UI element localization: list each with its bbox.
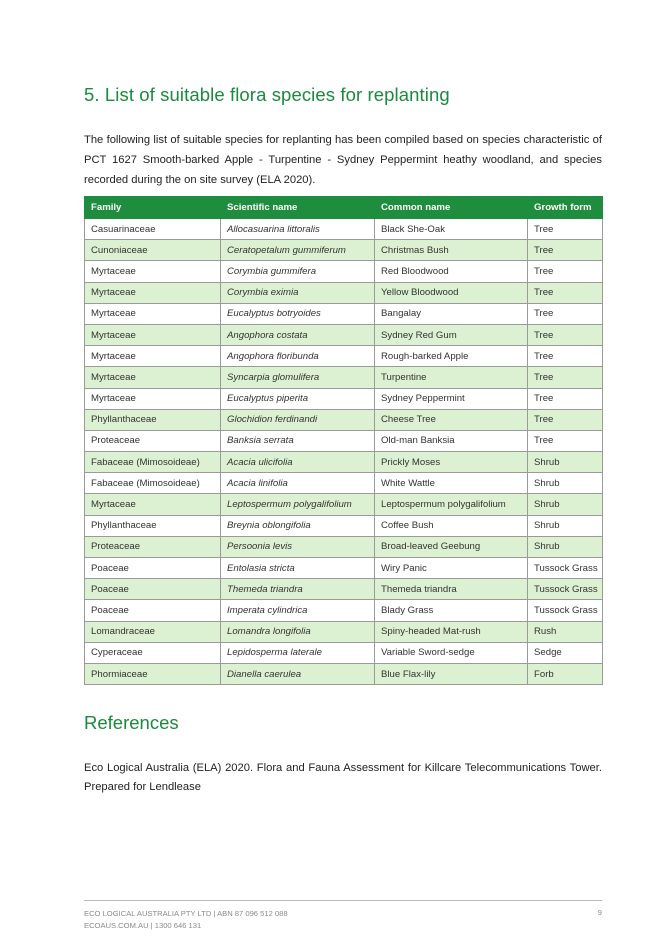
cell-common-name: Sydney Red Gum: [375, 324, 528, 345]
cell-growth-form: Tree: [528, 303, 603, 324]
cell-common-name: Blady Grass: [375, 600, 528, 621]
table-row: [85, 600, 603, 621]
cell-common-name: Blue Flax-lily: [375, 663, 528, 684]
cell-family: Myrtaceae: [85, 367, 221, 388]
cell-scientific-name: Banksia serrata: [221, 430, 375, 451]
table-row: [85, 515, 603, 536]
cell-scientific-name: Angophora costata: [221, 324, 375, 345]
cell-family: Phyllanthaceae: [85, 409, 221, 430]
cell-growth-form: Shrub: [528, 473, 603, 494]
cell-growth-form: Shrub: [528, 494, 603, 515]
cell-scientific-name: Breynia oblongifolia: [221, 515, 375, 536]
cell-family: Myrtaceae: [85, 388, 221, 409]
cell-common-name: Themeda triandra: [375, 579, 528, 600]
cell-common-name: Old-man Banksia: [375, 430, 528, 451]
table-row: [85, 558, 603, 579]
section-intro-paragraph: The following list of suitable species for replanting has been compiled based on species characteristic of PCT 1627 Smooth-barked Apple - Turpentine - Sydney Peppermint heathy woodland, and species recorded during the on site survey (ELA 2020).: [84, 134, 602, 186]
table-row: [85, 536, 603, 557]
references-heading: References: [84, 712, 179, 733]
cell-growth-form: Tree: [528, 282, 603, 303]
cell-family: Fabaceae (Mimosoideae): [85, 473, 221, 494]
table-row: [85, 219, 603, 240]
cell-scientific-name: Imperata cylindrica: [221, 600, 375, 621]
cell-family: Phormiaceae: [85, 663, 221, 684]
cell-growth-form: Rush: [528, 621, 603, 642]
header-scientific-name: Scientific name: [221, 197, 375, 219]
cell-common-name: Yellow Bloodwood: [375, 282, 528, 303]
flora-species-table: [84, 196, 603, 685]
cell-common-name: Variable Sword-sedge: [375, 642, 528, 663]
cell-family: Myrtaceae: [85, 494, 221, 515]
cell-family: Poaceae: [85, 579, 221, 600]
page-number: 9: [597, 908, 602, 917]
cell-common-name: Coffee Bush: [375, 515, 528, 536]
cell-family: Poaceae: [85, 558, 221, 579]
table-row: [85, 367, 603, 388]
cell-family: Fabaceae (Mimosoideae): [85, 452, 221, 473]
cell-family: Lomandraceae: [85, 621, 221, 642]
cell-family: Myrtaceae: [85, 303, 221, 324]
cell-common-name: Bangalay: [375, 303, 528, 324]
table-header-row: [85, 197, 603, 219]
cell-family: Casuarinaceae: [85, 219, 221, 240]
cell-growth-form: Tree: [528, 388, 603, 409]
cell-growth-form: Tree: [528, 367, 603, 388]
header-common-name: Common name: [375, 197, 528, 219]
table-row: [85, 663, 603, 684]
table-row: [85, 282, 603, 303]
table-row: [85, 579, 603, 600]
cell-common-name: Christmas Bush: [375, 240, 528, 261]
cell-family: Myrtaceae: [85, 324, 221, 345]
table-row: [85, 324, 603, 345]
cell-common-name: Prickly Moses: [375, 452, 528, 473]
cell-common-name: Rough-barked Apple: [375, 346, 528, 367]
cell-common-name: Broad-leaved Geebung: [375, 536, 528, 557]
header-family: Family: [85, 197, 221, 219]
cell-scientific-name: Eucalyptus piperita: [221, 388, 375, 409]
cell-family: Myrtaceae: [85, 346, 221, 367]
footer-company-info: [84, 908, 288, 932]
cell-growth-form: Tree: [528, 261, 603, 282]
cell-scientific-name: Eucalyptus botryoides: [221, 303, 375, 324]
cell-scientific-name: Themeda triandra: [221, 579, 375, 600]
cell-scientific-name: Dianella caerulea: [221, 663, 375, 684]
cell-common-name: Sydney Peppermint: [375, 388, 528, 409]
footer-divider: [84, 900, 602, 901]
table-row: [85, 240, 603, 261]
cell-growth-form: Shrub: [528, 536, 603, 557]
cell-scientific-name: Ceratopetalum gummiferum: [221, 240, 375, 261]
cell-scientific-name: Syncarpia glomulifera: [221, 367, 375, 388]
table-row: [85, 642, 603, 663]
cell-common-name: Red Bloodwood: [375, 261, 528, 282]
footer-line-abn: ECO LOGICAL AUSTRALIA PTY LTD | ABN 87 096 512 088: [84, 909, 288, 918]
cell-common-name: White Wattle: [375, 473, 528, 494]
table-row: [85, 346, 603, 367]
cell-common-name: Wiry Panic: [375, 558, 528, 579]
cell-family: Proteaceae: [85, 536, 221, 557]
cell-growth-form: Tussock Grass: [528, 600, 603, 621]
cell-scientific-name: Persoonia levis: [221, 536, 375, 557]
cell-family: Myrtaceae: [85, 282, 221, 303]
cell-family: Cyperaceae: [85, 642, 221, 663]
table-row: [85, 388, 603, 409]
cell-growth-form: Forb: [528, 663, 603, 684]
table-row: [85, 452, 603, 473]
cell-scientific-name: Lepidosperma laterale: [221, 642, 375, 663]
cell-growth-form: Shrub: [528, 452, 603, 473]
table-row: [85, 430, 603, 451]
cell-scientific-name: Acacia ulicifolia: [221, 452, 375, 473]
reference-entry: Eco Logical Australia (ELA) 2020. Flora and Fauna Assessment for Killcare Telecommunications Tower. Prepared for Lendlease: [84, 762, 602, 793]
table-row: [85, 494, 603, 515]
cell-common-name: Turpentine: [375, 367, 528, 388]
cell-family: Poaceae: [85, 600, 221, 621]
table-row: [85, 473, 603, 494]
cell-growth-form: Sedge: [528, 642, 603, 663]
table-row: [85, 303, 603, 324]
footer-line-contact: ECOAUS.COM.AU | 1300 646 131: [84, 921, 202, 930]
cell-scientific-name: Corymbia eximia: [221, 282, 375, 303]
cell-scientific-name: Leptospermum polygalifolium: [221, 494, 375, 515]
cell-scientific-name: Allocasuarina littoralis: [221, 219, 375, 240]
header-growth-form: Growth form: [528, 197, 603, 219]
cell-family: Phyllanthaceae: [85, 515, 221, 536]
cell-scientific-name: Glochidion ferdinandi: [221, 409, 375, 430]
cell-scientific-name: Corymbia gummifera: [221, 261, 375, 282]
cell-common-name: Cheese Tree: [375, 409, 528, 430]
cell-scientific-name: Entolasia stricta: [221, 558, 375, 579]
cell-growth-form: Tussock Grass: [528, 558, 603, 579]
cell-growth-form: Tree: [528, 430, 603, 451]
cell-growth-form: Tree: [528, 219, 603, 240]
cell-scientific-name: Lomandra longifolia: [221, 621, 375, 642]
cell-growth-form: Shrub: [528, 515, 603, 536]
table-row: [85, 409, 603, 430]
cell-growth-form: Tree: [528, 409, 603, 430]
cell-growth-form: Tree: [528, 346, 603, 367]
section-heading: 5. List of suitable flora species for replanting: [84, 84, 450, 105]
table-body: [85, 219, 603, 685]
cell-family: Cunoniaceae: [85, 240, 221, 261]
cell-common-name: Black She-Oak: [375, 219, 528, 240]
cell-growth-form: Tree: [528, 240, 603, 261]
cell-scientific-name: Acacia linifolia: [221, 473, 375, 494]
table-row: [85, 261, 603, 282]
cell-family: Proteaceae: [85, 430, 221, 451]
cell-growth-form: Tree: [528, 324, 603, 345]
cell-common-name: Spiny-headed Mat-rush: [375, 621, 528, 642]
table-row: [85, 621, 603, 642]
cell-growth-form: Tussock Grass: [528, 579, 603, 600]
cell-family: Myrtaceae: [85, 261, 221, 282]
cell-scientific-name: Angophora floribunda: [221, 346, 375, 367]
cell-common-name: Leptospermum polygalifolium: [375, 494, 528, 515]
